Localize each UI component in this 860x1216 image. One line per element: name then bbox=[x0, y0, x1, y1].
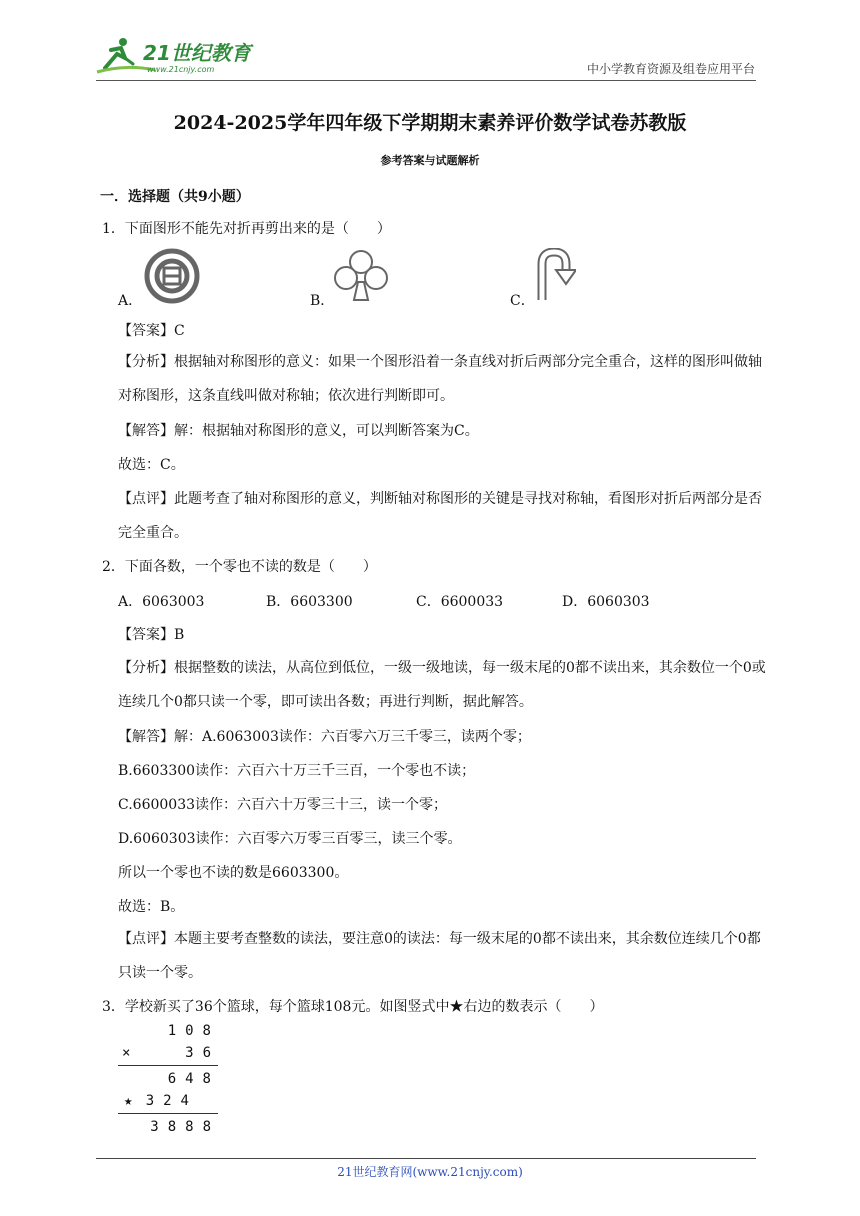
q2-stem: 2．下面各数，一个零也不读的数是（ ） bbox=[102, 559, 377, 575]
q3-stem: 3．学校新买了36个篮球，每个篮球108元。如图竖式中★右边的数表示（ ） bbox=[102, 999, 604, 1015]
q2-solution-line: 【解答】解：A.6063003读作：六百零六万三千零三，读两个零； bbox=[118, 729, 531, 745]
q1-stem: 1．下面图形不能先对折再剪出来的是（ ） bbox=[102, 221, 391, 237]
q1-solution: 【解答】解：根据轴对称图形的意义，可以判断答案为C。 bbox=[118, 423, 479, 439]
calc-rule bbox=[118, 1113, 218, 1114]
q1-option-b: B． bbox=[310, 293, 335, 309]
club-shape-icon bbox=[332, 248, 390, 308]
q1-choice: 故选：C。 bbox=[118, 457, 185, 473]
partial-product-1: 648 bbox=[167, 1071, 220, 1087]
q1-analysis: 【分析】根据轴对称图形的意义：如果一个图形沿着一条直线对折后两部分完全重合，这样的图形叫做轴对称图形，这条直线叫做对称轴；依次进行判断即可。 bbox=[118, 354, 762, 404]
multiplier: 36 bbox=[185, 1045, 220, 1061]
q1-answer: 【答案】C bbox=[118, 323, 185, 339]
vertical-multiplication bbox=[118, 1020, 228, 1138]
footer-link[interactable]: 21世纪教育网(www.21cnjy.com) bbox=[337, 1165, 523, 1179]
page-title: 2024-2025学年四年级下学期期末素养评价数学试卷苏教版 bbox=[173, 112, 687, 134]
q2-option-a: A．6063003 bbox=[118, 594, 205, 610]
section-heading: 一．选择题（共9小题） bbox=[100, 189, 250, 205]
q2-solution-line: 所以一个零也不读的数是6603300。 bbox=[118, 865, 349, 881]
q2-comment: 【点评】本题主要考查整数的读法，要注意0的读法：每一级末尾的0都不读出来，其余数位连续几个0都只读一个零。 bbox=[118, 931, 761, 981]
q1-option-a: A． bbox=[118, 293, 143, 309]
platform-name: 中小学教育资源及组卷应用平台 bbox=[586, 62, 755, 76]
star-icon: ★ bbox=[124, 1093, 133, 1109]
hook-arrow-icon bbox=[536, 248, 576, 308]
svg-text:www.21cnjy.com: www.21cnjy.com bbox=[147, 65, 215, 74]
coin-symbol-icon bbox=[144, 248, 200, 308]
header-divider bbox=[96, 80, 756, 81]
multiplicand: 108 bbox=[167, 1023, 220, 1039]
calc-rule bbox=[118, 1065, 218, 1066]
q2-solution-line: B.6603300读作：六百六十万三千三百，一个零也不读； bbox=[118, 763, 476, 779]
final-product: 3888 bbox=[150, 1119, 220, 1135]
q2-choice: 故选：B。 bbox=[118, 899, 185, 915]
footer-divider bbox=[96, 1158, 756, 1159]
page-subtitle: 参考答案与试题解析 bbox=[380, 154, 480, 167]
q2-option-b: B．6603300 bbox=[266, 594, 353, 610]
q2-solution-line: C.6600033读作：六百六十万零三十三，读一个零； bbox=[118, 797, 448, 813]
partial-product-2: 324 bbox=[145, 1093, 198, 1109]
q2-answer: 【答案】B bbox=[118, 627, 185, 643]
q2-option-c: C．6600033 bbox=[416, 594, 504, 610]
q1-comment: 【点评】此题考查了轴对称图形的意义，判断轴对称图形的关键是寻找对称轴，看图形对折后两部分是否完全重合。 bbox=[118, 491, 762, 541]
q1-option-c: C． bbox=[510, 293, 535, 309]
q2-analysis: 【分析】根据整数的读法，从高位到低位，一级一级地读，每一级末尾的0都不读出来，其余数位一个0或连续几个0都只读一个零，即可读出各数；再进行判断，据此解答。 bbox=[118, 660, 766, 710]
site-logo bbox=[95, 34, 265, 78]
q2-option-d: D．6060303 bbox=[562, 594, 650, 610]
q2-solution-line: D.6060303读作：六百零六万零三百零三，读三个零。 bbox=[118, 831, 462, 847]
svg-text:21世纪教育: 21世纪教育 bbox=[143, 41, 251, 65]
times-sign: × bbox=[122, 1045, 131, 1061]
